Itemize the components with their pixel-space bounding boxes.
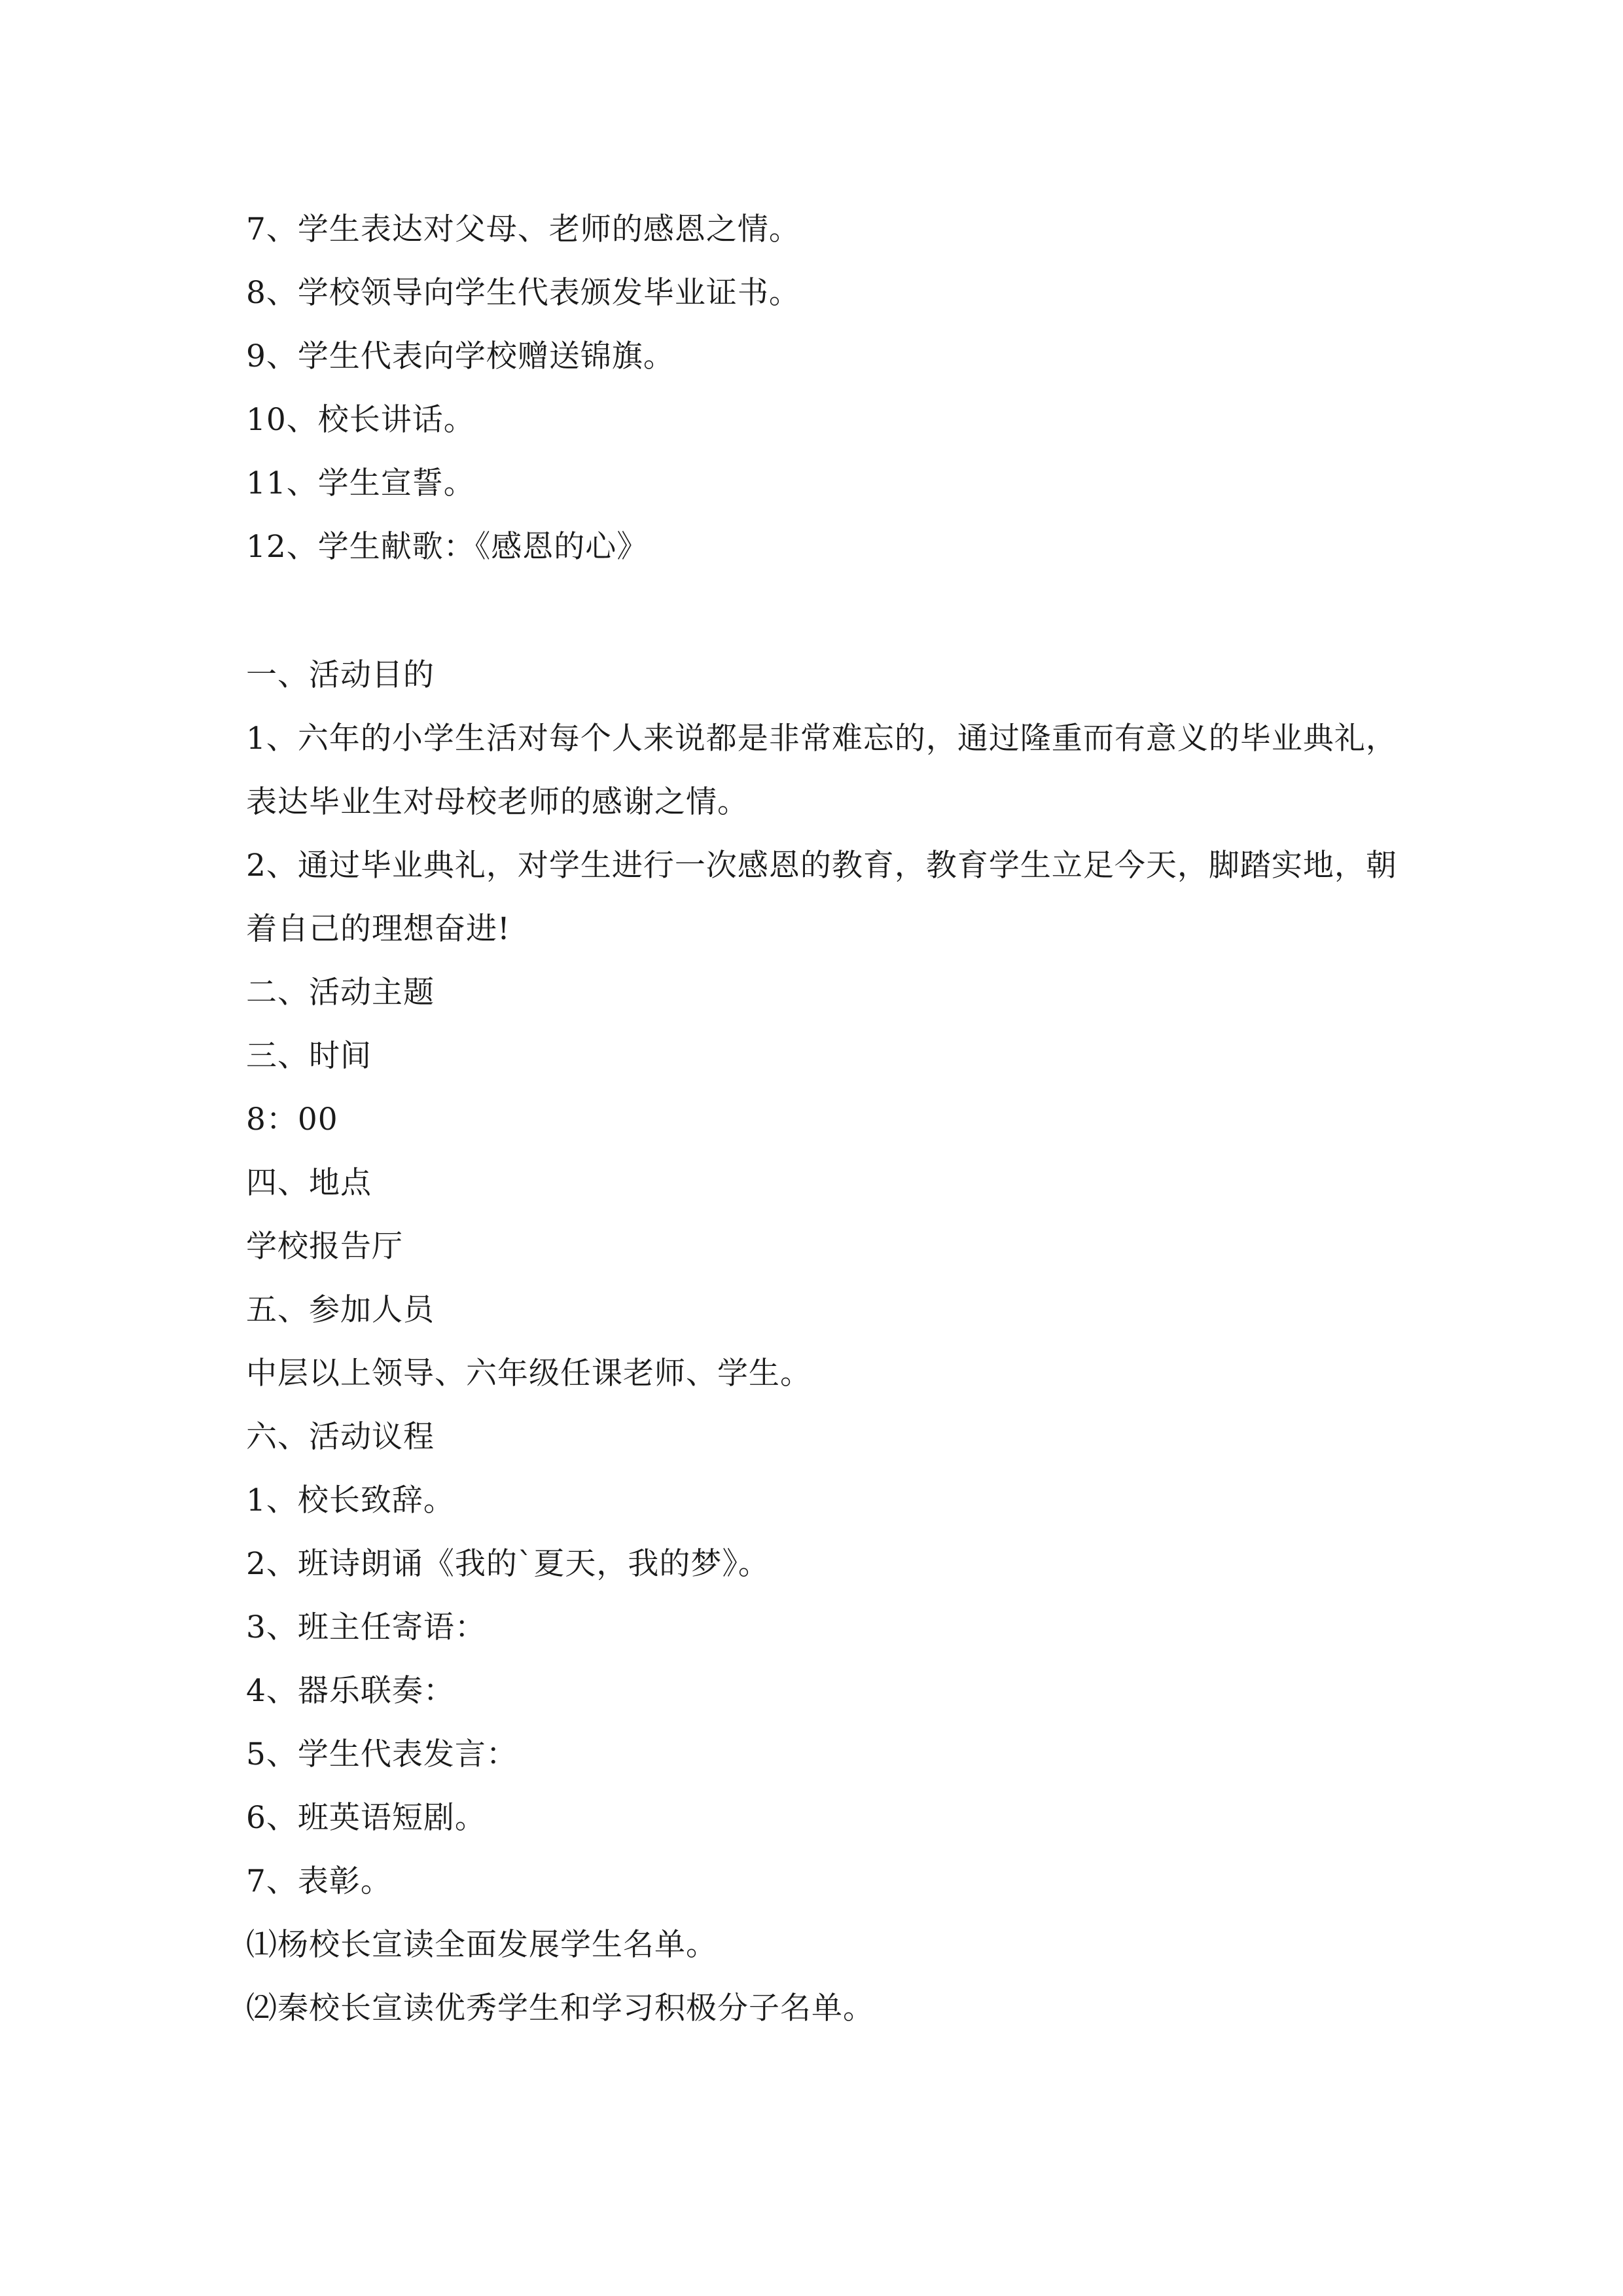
- list-item: 7、学生表达对父母、老师的感恩之情。: [246, 211, 800, 247]
- activity-plan: [246, 643, 1411, 2040]
- list-item: 12、学生献歌：《感恩的心》: [246, 529, 649, 565]
- section-heading-participants: 五、参加人员: [246, 1292, 435, 1328]
- list-item: 9、学生代表向学校赠送锦旗。: [246, 338, 675, 374]
- agenda-item: 4、器乐联奏：: [246, 1673, 455, 1709]
- purpose-paragraph-2: 2、通过毕业典礼，对学生进行一次感恩的教育，教育学生立足今天，脚踏实地，朝着自己的理想奋进!: [246, 848, 1397, 947]
- section-heading-place: 四、地点: [246, 1165, 372, 1201]
- purpose-paragraph-1: 1、六年的小学生活对每个人来说都是非常难忘的，通过隆重而有意义的毕业典礼，表达毕业生对母校老师的感谢之情。: [246, 721, 1397, 820]
- agenda-item: 5、学生代表发言：: [246, 1736, 518, 1772]
- list-item: 10、校长讲话。: [246, 402, 475, 438]
- section-heading-time: 三、时间: [246, 1038, 372, 1074]
- participants-value: 中层以上领导、六年级任课老师、学生。: [246, 1355, 812, 1391]
- list-item: 11、学生宣誓。: [246, 465, 475, 501]
- ceremony-list-continued: [246, 198, 1411, 579]
- time-value: 8：00: [246, 1102, 338, 1138]
- agenda-item: 7、表彰。: [246, 1863, 392, 1899]
- agenda-subitem: ⑵秦校长宣读优秀学生和学习积极分子名单。: [246, 1990, 874, 2026]
- section-heading-agenda: 六、活动议程: [246, 1419, 435, 1455]
- agenda-item: 6、班英语短剧。: [246, 1800, 486, 1836]
- agenda-item: 2、班诗朗诵《我的`夏天，我的梦》。: [246, 1546, 770, 1582]
- agenda-item: 3、班主任寄语：: [246, 1609, 486, 1645]
- section-heading-purpose: 一、活动目的: [246, 657, 435, 693]
- place-value: 学校报告厅: [246, 1229, 403, 1265]
- agenda-subitem: ⑴杨校长宣读全面发展学生名单。: [246, 1927, 717, 1963]
- agenda-item: 1、校长致辞。: [246, 1482, 455, 1518]
- section-heading-theme: 二、活动主题: [246, 975, 435, 1011]
- list-item: 8、学校领导向学生代表颁发毕业证书。: [246, 275, 800, 311]
